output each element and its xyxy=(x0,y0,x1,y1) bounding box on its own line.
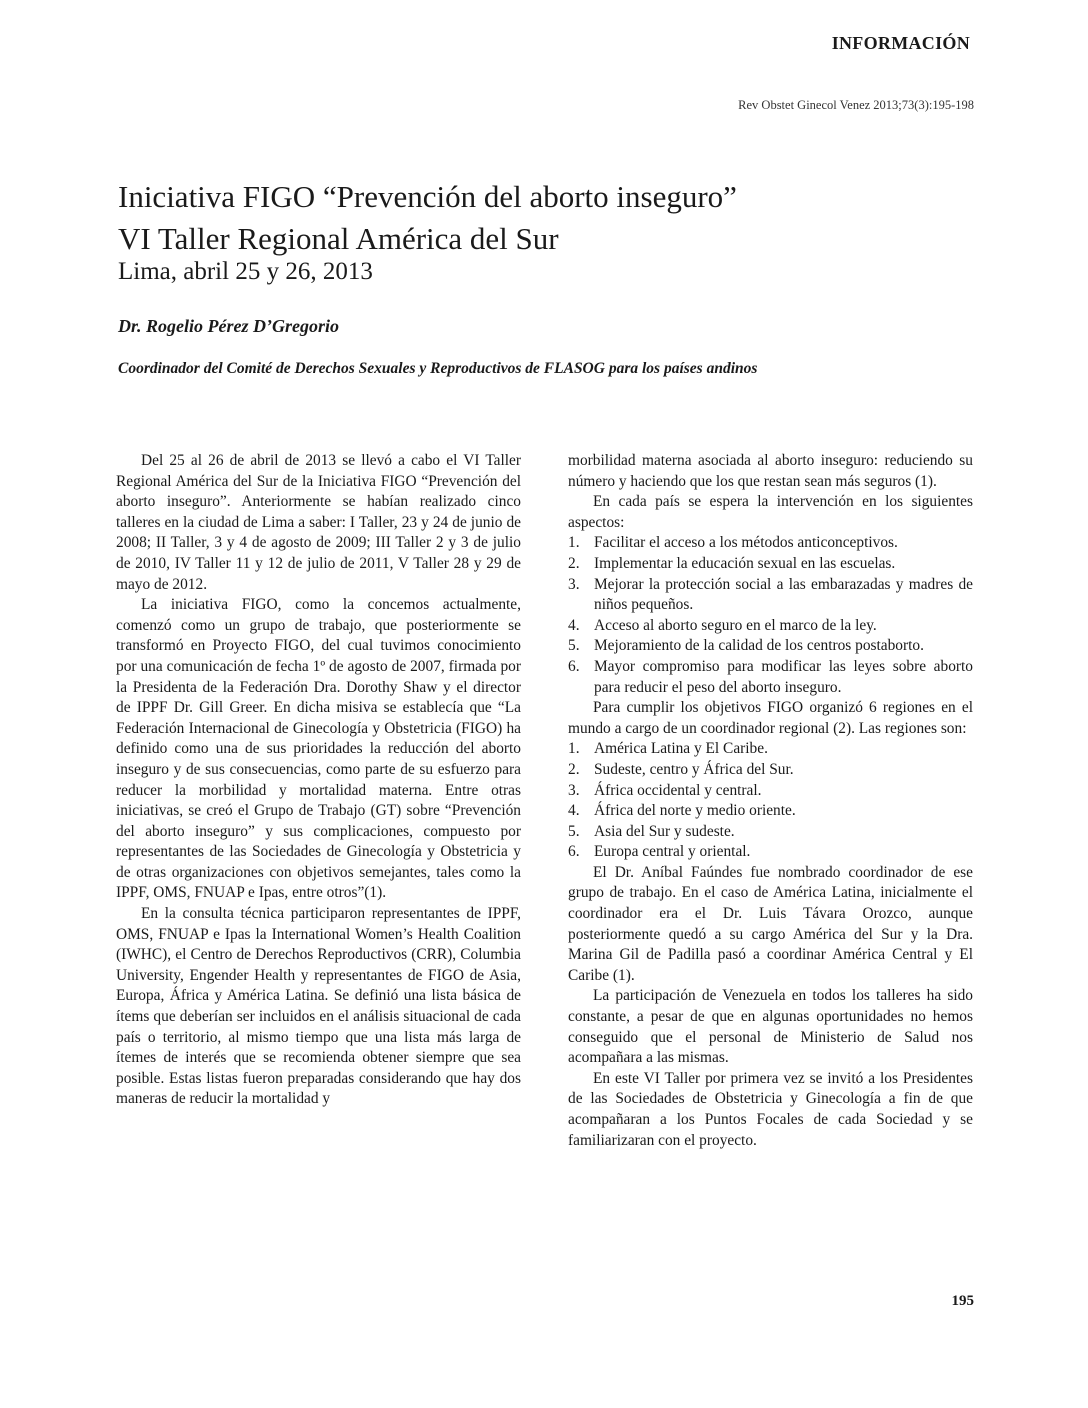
list-item xyxy=(568,822,973,843)
title-line-2: VI Taller Regional América del Sur xyxy=(118,221,559,256)
paragraph: En cada país se espera la intervención en los siguientes aspectos: xyxy=(568,493,973,531)
article-title xyxy=(118,176,978,260)
list-item xyxy=(568,760,973,781)
list-item xyxy=(568,554,973,575)
place-date: Lima, abril 25 y 26, 2013 xyxy=(118,258,373,285)
paragraph: En la consulta técnica participaron representantes de IPPF, OMS, FNUAP e Ipas la International Women’s Health Coalition (IWHC), el Centro de Derechos Reproductivos (CRR), Columbia University, Engender Health y representantes de FIGO de Asia, Europa, África y América Latina. Se definió una lista básica de ítems que deberían ser incluidos en el análisis situacional de cada país o territorio, al mismo tiempo que una lista más larga de ítemes de interés que se recomienda obtener siempre que sea posible. Estas listas fueron preparadas considerando que hay dos maneras de reducir la mortalidad y xyxy=(116,905,521,1108)
list-item-text: Mejoramiento de la calidad de los centros postaborto. xyxy=(594,637,924,655)
aspects-list xyxy=(568,533,973,698)
list-item-text: Acceso al aborto seguro en el marco de la ley. xyxy=(594,616,877,634)
list-item xyxy=(568,636,973,657)
journal-citation: Rev Obstet Ginecol Venez 2013;73(3):195-198 xyxy=(738,98,974,112)
page-number: 195 xyxy=(951,1293,974,1309)
list-item-text: África del norte y medio oriente. xyxy=(594,802,796,820)
paragraph: La participación de Venezuela en todos los talleres ha sido constante, a pesar de que en algunas oportunidades no hemos conseguido que el personal de Ministerio de Salud nos acompañara a las mismas. xyxy=(568,987,973,1067)
author-affiliation: Coordinador del Comité de Derechos Sexuales y Reproductivos de FLASOG para los países andinos xyxy=(118,360,758,377)
list-item-text: América Latina y El Caribe. xyxy=(594,740,768,758)
author-name: Dr. Rogelio Pérez D’Gregorio xyxy=(118,316,339,336)
right-column xyxy=(568,451,973,1151)
list-number: 1. xyxy=(568,740,580,758)
list-item xyxy=(568,781,973,802)
list-item-text: Asia del Sur y sudeste. xyxy=(594,822,735,840)
list-number: 2. xyxy=(568,554,580,572)
list-item-text: Mayor compromiso para modificar las leyes sobre aborto para reducir el peso del aborto inseguro. xyxy=(594,657,973,696)
list-item xyxy=(568,575,973,616)
list-number: 3. xyxy=(568,781,580,799)
list-item-text: Europa central y oriental. xyxy=(594,843,751,861)
list-number: 4. xyxy=(568,802,580,820)
paragraph: morbilidad materna asociada al aborto inseguro: reduciendo su número y haciendo que los que restan sean más seguros (1). xyxy=(568,452,973,490)
paragraph: Para cumplir los objetivos FIGO organizó 6 regiones en el mundo a cargo de un coordinador regional (2). Las regiones son: xyxy=(568,699,973,737)
list-number: 4. xyxy=(568,616,580,634)
paragraph: En este VI Taller por primera vez se invitó a los Presidentes de las Sociedades de Obstetricia y Ginecología a fin de que acompañaran a los Puntos Focales de cada Sociedad y se familiarizaran con el proyecto. xyxy=(568,1069,973,1149)
list-item xyxy=(568,657,973,698)
list-item-text: Mejorar la protección social a las embarazadas y madres de niños pequeños. xyxy=(594,575,973,614)
list-item-text: Implementar la educación sexual en las escuelas. xyxy=(594,554,896,572)
list-item xyxy=(568,739,973,760)
paragraph: El Dr. Aníbal Faúndes fue nombrado coordinador de ese grupo de trabajo. En el caso de América Latina, inicialmente el coordinador era el Dr. Luis Távara Orozco, aunque posteriormente quedó a su cargo América del Sur y la Dra. Marina Gil de Padilla pasó a coordinar América Central y El Caribe (1). xyxy=(568,863,973,984)
list-number: 2. xyxy=(568,760,580,778)
list-number: 6. xyxy=(568,843,580,861)
list-item-text: Facilitar el acceso a los métodos anticonceptivos. xyxy=(594,534,898,552)
paragraph: La iniciativa FIGO, como la concemos actualmente, comenzó como un grupo de trabajo, que posteriormente se transformó en Proyecto FIGO, del cual tuvimos conocimiento por una comunicación de fecha 1º de agosto de 2007, firmada por la Presidenta de la Federación Dra. Dorothy Shaw y el director de IPPF Dr. Gill Greer. En dicha misiva se establecía que “La Federación Internacional de Ginecología y Obstetricia (FIGO) ha definido como una de sus prioridades la reducción del aborto inseguro y de sus consecuencias, como parte de su esfuerzo para reducer la morbilidad y mortalidad materna. Entre otras iniciativas, se creó el Grupo de Trabajo (GT) sobre “Prevención del aborto inseguro” y sus complicaciones, compuesto por representantes de las Sociedades de Ginecología y Obstetricia y de otras organizaciones con objetivos semejantes, tales como la IPPF, OMS, FNUAP e Ipas, entre otros”(1). xyxy=(116,596,521,902)
regions-list xyxy=(568,739,973,863)
list-item xyxy=(568,533,973,554)
list-item xyxy=(568,616,973,637)
list-number: 5. xyxy=(568,822,580,840)
list-number: 3. xyxy=(568,575,580,593)
left-column xyxy=(116,451,521,1110)
title-line-1: Iniciativa FIGO “Prevención del aborto inseguro” xyxy=(118,179,737,214)
list-item-text: Sudeste, centro y África del Sur. xyxy=(594,760,794,778)
list-item xyxy=(568,842,973,863)
list-number: 1. xyxy=(568,534,580,552)
list-item-text: África occidental y central. xyxy=(594,781,762,799)
list-number: 6. xyxy=(568,657,580,675)
paragraph: Del 25 al 26 de abril de 2013 se llevó a cabo el VI Taller Regional América del Sur de la Iniciativa FIGO “Prevención del aborto inseguro”. Anteriormente se habían realizado cinco talleres en la ciudad de Lima a saber: I Taller, 23 y 24 de junio de 2008; II Taller, 3 y 4 de agosto de 2009; III Taller 2 y 3 de julio de 2010, IV Taller 11 y 12 de julio de 2011, V Taller 28 y 29 de mayo de 2012. xyxy=(116,452,521,593)
list-item xyxy=(568,801,973,822)
section-label: INFORMACIÓN xyxy=(831,33,970,53)
list-number: 5. xyxy=(568,637,580,655)
